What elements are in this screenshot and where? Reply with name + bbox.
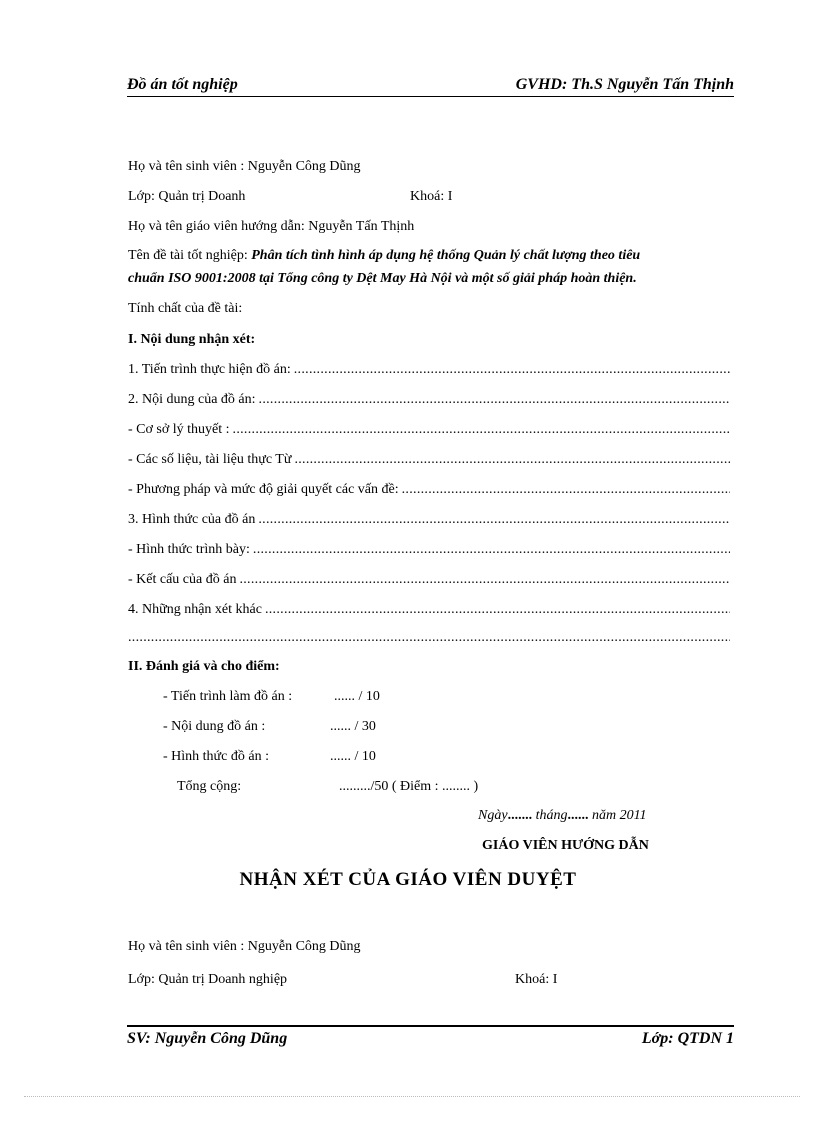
comment-line [128, 542, 730, 558]
score-label: - Hình thức đồ án : [163, 749, 269, 764]
comment-line [128, 482, 730, 498]
comment-line [128, 572, 730, 588]
student-name: Họ và tên sinh viên : Nguyễn Công Dũng [128, 159, 361, 174]
header-rule [127, 96, 734, 97]
section-1-heading: I. Nội dung nhận xét: [128, 332, 256, 347]
signature-date [478, 808, 647, 824]
section-2-heading: II. Đánh giá và cho điểm: [128, 659, 280, 674]
header-left: Đồ án tốt nghiệp [127, 76, 238, 93]
comment-label: 1. Tiến trình thực hiện đồ án: [128, 362, 291, 377]
comment-blank-line [128, 630, 730, 646]
date-dots: ...... [567, 808, 589, 823]
score-value: ...... / 10 [334, 689, 380, 704]
comment-line [128, 422, 730, 438]
topic-label: Tên đề tài tốt nghiệp: [128, 248, 248, 263]
reviewer-student-course: Khoá: I [515, 972, 558, 987]
score-value: ...... / 30 [330, 719, 376, 734]
score-label: - Nội dung đồ án : [163, 719, 266, 734]
comment-label: - Phương pháp và mức độ giải quyết các vấn đề: [128, 482, 399, 497]
topic-title-2: chuẩn ISO 9001:2008 tại Tổng công ty Dệt May Hà Nội và một số giải pháp hoàn thiện. [128, 271, 637, 286]
footer-left: SV: Nguyễn Công Dũng [127, 1030, 288, 1047]
topic-nature: Tính chất của đề tài: [128, 301, 243, 316]
comment-label: - Cơ sở lý thuyết : [128, 422, 230, 437]
total-value: ........./50 ( Điểm : ........ ) [339, 779, 479, 794]
comment-line [128, 392, 730, 408]
comment-line [128, 362, 730, 378]
date-dots: ....... [507, 808, 533, 823]
topic-line-1 [128, 248, 640, 264]
page-break-line [24, 1096, 800, 1097]
reviewer-title: NHẬN XÉT CỦA GIÁO VIÊN DUYỆT [239, 869, 577, 890]
comment-label: - Hình thức trình bày: [128, 542, 250, 557]
comment-line [128, 452, 730, 468]
score-label: - Tiến trình làm đồ án : [163, 689, 293, 704]
signature-role: GIÁO VIÊN HƯỚNG DẪN [482, 838, 649, 853]
advisor-name: Họ và tên giáo viên hướng dẫn: Nguyễn Tấn Thịnh [128, 219, 415, 234]
comment-line [128, 512, 730, 528]
header-right: GVHD: Th.S Nguyễn Tấn Thịnh [515, 76, 734, 93]
comment-label: 3. Hình thức của đồ án [128, 512, 256, 527]
comment-line [128, 602, 730, 618]
comment-label: - Các số liệu, tài liệu thực Từ [128, 452, 292, 467]
footer-rule [127, 1025, 734, 1027]
student-course: Khoá: I [410, 189, 453, 204]
comment-label: - Kết cấu của đồ án [128, 572, 237, 587]
footer-right: Lớp: QTDN 1 [641, 1030, 734, 1047]
total-label: Tổng cộng: [177, 779, 242, 794]
reviewer-student-class: Lớp: Quản trị Doanh nghiệp [128, 972, 288, 987]
comment-label: 2. Nội dung của đồ án: [128, 392, 256, 407]
score-value: ...... / 10 [330, 749, 376, 764]
comment-label: 4. Những nhận xét khác [128, 602, 262, 617]
student-class: Lớp: Quản trị Doanh [128, 189, 246, 204]
reviewer-student-name: Họ và tên sinh viên : Nguyễn Công Dũng [128, 939, 361, 954]
topic-title-1: Phân tích tình hình áp dụng hệ thống Quản lý chất lượng theo tiêu [251, 248, 641, 263]
date-prefix: Ngày [478, 808, 508, 823]
date-month-label: tháng [535, 808, 568, 823]
date-year: năm 2011 [591, 808, 647, 823]
